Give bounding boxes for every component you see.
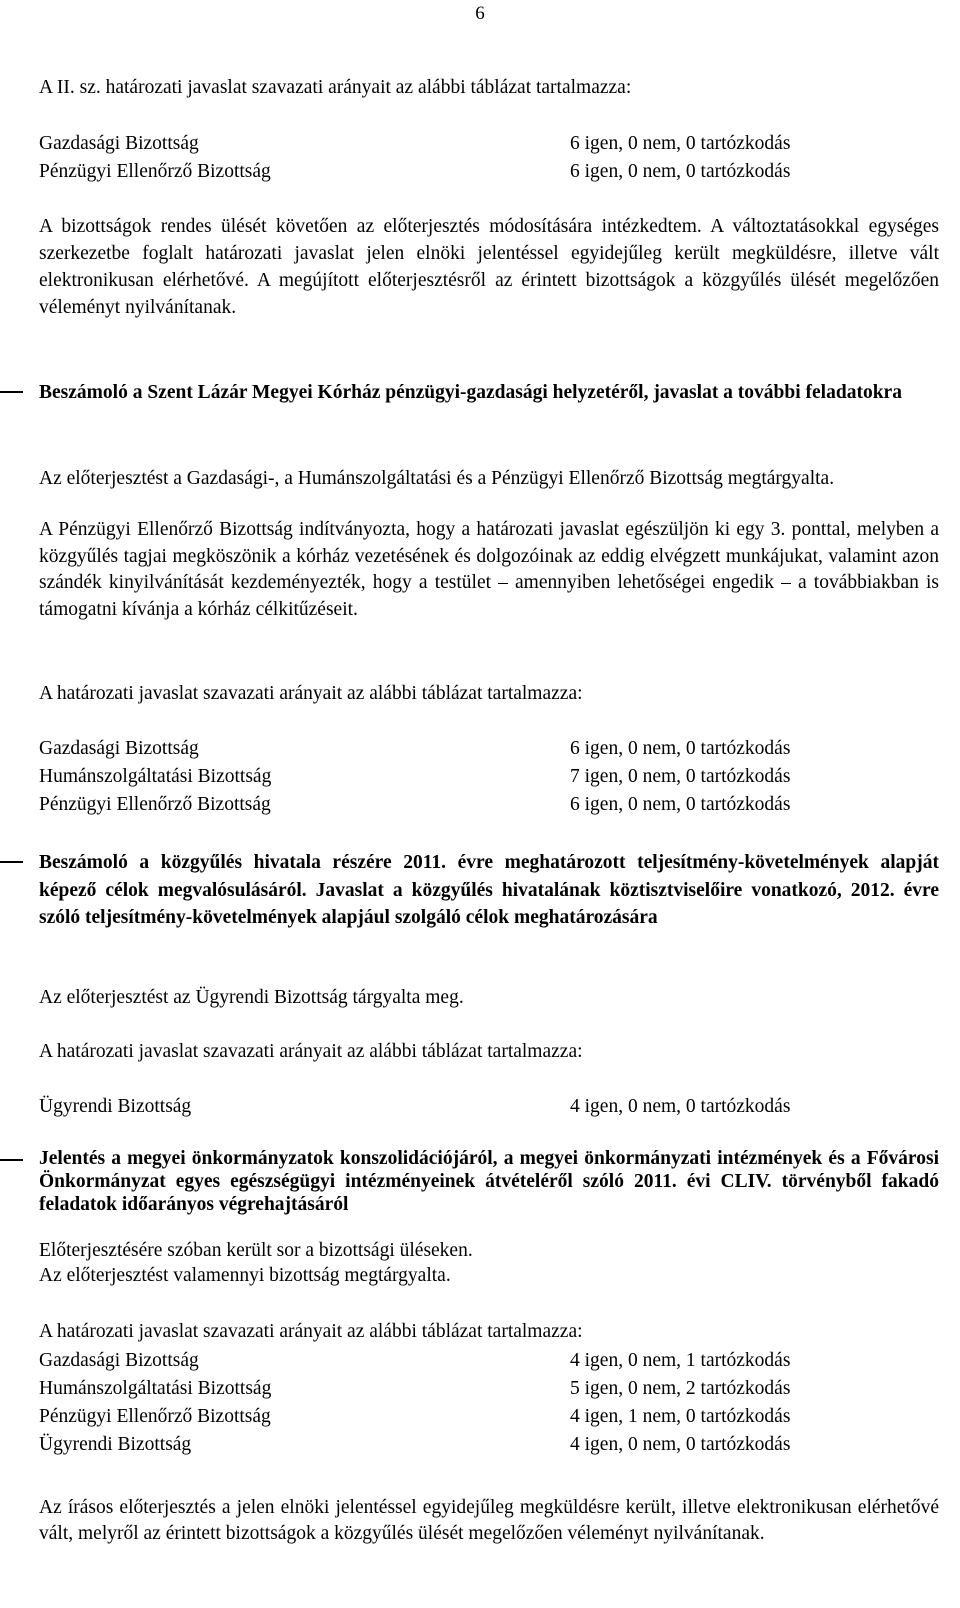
committee-name: Gazdasági Bizottság <box>39 738 199 759</box>
vote-table-1 <box>39 130 939 186</box>
table-row <box>39 735 939 763</box>
table-row <box>39 791 939 819</box>
dash-bullet <box>0 1159 23 1161</box>
table-row <box>39 763 939 791</box>
section-heading: Beszámoló a Szent Lázár Megyei Kórház pénzügyi-gazdasági helyzetéről, javaslat a további feladatokra <box>39 382 902 403</box>
vote-table-2 <box>39 735 939 819</box>
intro-line: A II. sz. határozati javaslat szavazati arányait az alábbi táblázat tartalmazza: <box>39 77 632 98</box>
dash-bullet <box>0 861 23 863</box>
section-heading: Beszámoló a közgyűlés hivatala részére 2011. évre meghatározott teljesítmény-követelmények alapját képező célok megvalósulásáról. Javaslat a közgyűlés hivatalának köztisztviselőire vonatkozó, 2012. évre szóló teljesítmény-követelmények alapjául szolgáló célok meghatározására <box>39 852 939 928</box>
table-intro: A határozati javaslat szavazati arányait az alábbi táblázat tartalmazza: <box>39 1321 583 1342</box>
vote-result: 4 igen, 0 nem, 0 tartózkodás <box>570 1096 791 1117</box>
vote-table-4 <box>39 1347 939 1459</box>
section-heading: Jelentés a megyei önkormányzatok konszolidációjáról, a megyei önkormányzati intézmények és a Fővárosi Önkormányzat egyes egészségügyi intézményeinek átvételéről szóló 2011. évi CLIV. törvényből fakadó feladatok időarányos végrehajtásáról <box>39 1148 939 1215</box>
committee-name: Pénzügyi Ellenőrző Bizottság <box>39 794 271 815</box>
vote-result: 4 igen, 0 nem, 1 tartózkodás <box>570 1350 791 1371</box>
committee-name: Pénzügyi Ellenőrző Bizottság <box>39 1406 271 1427</box>
vote-table-3 <box>39 1093 939 1121</box>
table-row <box>39 130 939 158</box>
closing-paragraph: Az írásos előterjesztés a jelen elnöki jelentéssel egyidejűleg megküldésre került, illetve elektronikusan elérhetővé vált, melyről az érintett bizottságok a közgyűlés ülését megelőzően véleményt nyilvánítanak. <box>39 1497 939 1544</box>
paragraph: A Pénzügyi Ellenőrző Bizottság indítványozta, hogy a határozati javaslat egészüljön ki egy 3. ponttal, melyben a közgyűlés tagjai megköszönik a kórház vezetésének és dolgozóinak az eddig elvégzett munkájukat, valamint azon szándék kinyilvánítását kezdeményezték, hogy a testület – amennyiben lehetőségei engedik – a továbbiakban is támogatni kívánja a kórház célkitűzéseit. <box>39 519 939 620</box>
committee-name: Ügyrendi Bizottság <box>39 1096 192 1117</box>
table-row <box>39 1403 939 1431</box>
vote-result: 7 igen, 0 nem, 0 tartózkodás <box>570 766 791 787</box>
table-intro: A határozati javaslat szavazati arányait az alábbi táblázat tartalmazza: <box>39 1041 583 1062</box>
paragraph: Az előterjesztést a Gazdasági-, a Humánszolgáltatási és a Pénzügyi Ellenőrző Bizottság megtárgyalta. <box>39 468 835 489</box>
committee-name: Pénzügyi Ellenőrző Bizottság <box>39 161 271 182</box>
paragraph: Az előterjesztést az Ügyrendi Bizottság tárgyalta meg. <box>39 987 464 1008</box>
table-row <box>39 1093 939 1121</box>
table-row <box>39 158 939 186</box>
committee-name: Humánszolgáltatási Bizottság <box>39 1378 272 1399</box>
dash-bullet <box>0 391 23 393</box>
vote-result: 4 igen, 0 nem, 0 tartózkodás <box>570 1434 791 1455</box>
vote-result: 5 igen, 0 nem, 2 tartózkodás <box>570 1378 791 1399</box>
committee-name: Ügyrendi Bizottság <box>39 1434 192 1455</box>
table-row <box>39 1431 939 1459</box>
vote-result: 6 igen, 0 nem, 0 tartózkodás <box>570 133 791 154</box>
committee-name: Humánszolgáltatási Bizottság <box>39 766 272 787</box>
vote-result: 4 igen, 1 nem, 0 tartózkodás <box>570 1406 791 1427</box>
paragraph: A bizottságok rendes ülését követően az előterjesztés módosítására intézkedtem. A változtatásokkal egységes szerkezetbe foglalt határozati javaslat jelen elnöki jelentéssel egyidejűleg került megküldésre, illetve vált elektronikusan elérhetővé. A megújított előterjesztésről az érintett bizottságok a közgyűlés ülését megelőzően véleményt nyilvánítanak. <box>39 216 939 318</box>
vote-result: 6 igen, 0 nem, 0 tartózkodás <box>570 161 791 182</box>
committee-name: Gazdasági Bizottság <box>39 133 199 154</box>
page-number: 6 <box>475 3 485 24</box>
table-row <box>39 1347 939 1375</box>
table-row <box>39 1375 939 1403</box>
paragraph: Előterjesztésére szóban került sor a bizottsági üléseken. <box>39 1240 473 1261</box>
table-intro: A határozati javaslat szavazati arányait az alábbi táblázat tartalmazza: <box>39 683 583 704</box>
paragraph: Az előterjesztést valamennyi bizottság megtárgyalta. <box>39 1265 451 1286</box>
committee-name: Gazdasági Bizottság <box>39 1350 199 1371</box>
vote-result: 6 igen, 0 nem, 0 tartózkodás <box>570 738 791 759</box>
vote-result: 6 igen, 0 nem, 0 tartózkodás <box>570 794 791 815</box>
